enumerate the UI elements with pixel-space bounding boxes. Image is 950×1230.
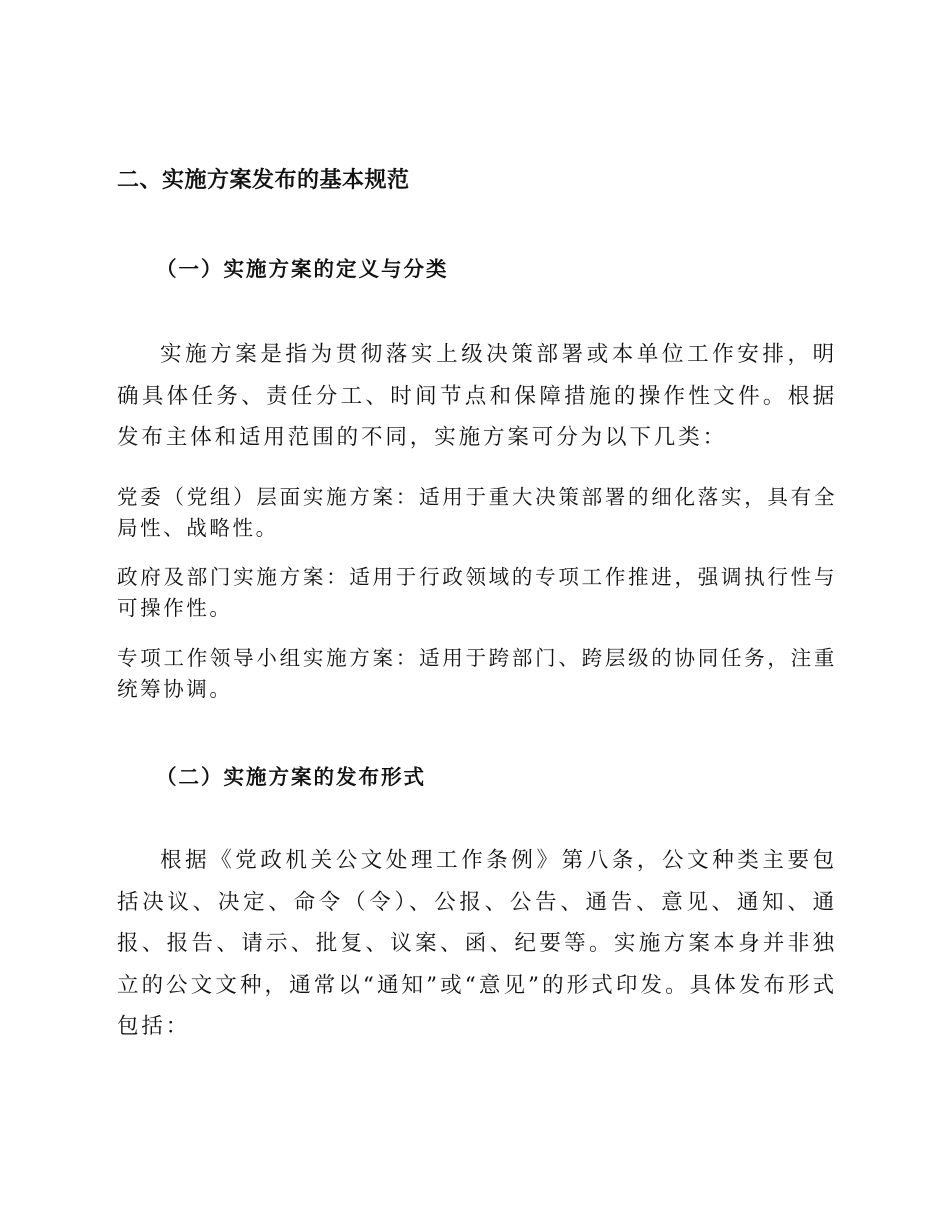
subsection-title-release-form: （二）实施方案的发布形式	[156, 765, 426, 789]
release-form-paragraph: 根据《党政机关公文处理工作条例》第八条，公文种类主要包括决议、决定、命令（令）、公报、公告、通告、意见、通知、通报、报告、请示、批复、议案、函、纪要等。实施方案本身并非独立的公文文种，通常以“通知”或“意见”的形式印发。具体发布形式包括：	[117, 848, 837, 1039]
category-item-leading-group: 专项工作领导小组实施方案：适用于跨部门、跨层级的协同任务，注重统筹协调。	[117, 646, 837, 701]
definition-paragraph: 实施方案是指为贯彻落实上级决策部署或本单位工作安排，明确具体任务、责任分工、时间节点和保障措施的操作性文件。根据发布主体和适用范围的不同，实施方案可分为以下几类：	[117, 342, 837, 450]
category-item-party-committee: 党委（党组）层面实施方案：适用于重大决策部署的细化落实，具有全局性、战略性。	[117, 485, 837, 540]
category-item-government: 政府及部门实施方案：适用于行政领域的专项工作推进，强调执行性与可操作性。	[117, 565, 837, 620]
section-title: 二、实施方案发布的基本规范	[117, 168, 410, 193]
subsection-title-definition: （一）实施方案的定义与分类	[156, 257, 449, 281]
